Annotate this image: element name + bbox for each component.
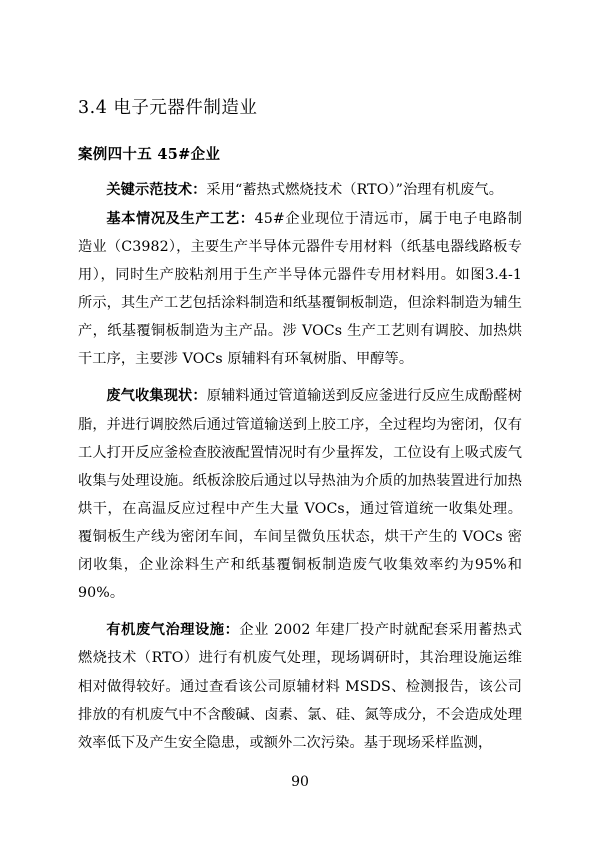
paragraph-text: 企业 2002 年建厂投产时就配套采用蓄热式燃烧技术（RTO）进行有机废气处理，现场调研时，其治理设施运维相对做得较好。通过查看该公司原辅材料 MSDS、检测报告，该公司排放的有机废气中不含酸碱、卤素、氯、硅、氮等成分，不会造成处理效率低下及产生安全隐患，或额外二次污染。基于现场采样监测， bbox=[78, 622, 522, 751]
section-heading: 3.4 电子元器件制造业 bbox=[78, 98, 258, 118]
case-heading: 案例四十五 45#企业 bbox=[78, 145, 221, 163]
paragraph-text: 原辅料通过管道输送到反应釜进行反应生成酚醛树脂，并进行调胶然后通过管道输送到上胶工序，全过程均为密闭，仅有工人打开反应釜检查胶液配置情况时有少量挥发，工位设有上吸式废气收集与处理设施。纸板涂胶后通过以导热油为介质的加热装置进行加热烘干，在高温反应过程中产生大量 VOCs，通过管道统一收集处理。覆铜板生产线为密闭车间，车间呈微负压状态，烘干产生的 VOCs 密闭收集，企业涂料生产和纸基覆铜板制造废气收集效率约为95%和90%。 bbox=[78, 388, 523, 602]
paragraph-lead: 基本情况及生产工艺： bbox=[106, 210, 255, 227]
paragraph-basic-info bbox=[78, 205, 522, 374]
paragraph-text: 45#企业现位于清远市，属于电子电路制造业（C3982），主要生产半导体元器件专用材料（纸基电器线路板专用），同时生产胶粘剂用于生产半导体元器件专用材料用。如图3.4-1所示，其生产工艺包括涂料制造和纸基覆铜板制造，但涂料制造为辅生产，纸基覆铜板制造为主产品。涉 VOCs 生产工艺则有调胶、加热烘干工序，主要涉 VOCs 原辅料有环氧树脂、甲醇等。 bbox=[78, 210, 522, 368]
paragraph-text: 采用“蓄热式燃烧技术（RTO）”治理有机废气。 bbox=[206, 181, 504, 198]
paragraph-lead: 有机废气治理设施： bbox=[106, 622, 240, 639]
paragraph-lead: 废气收集现状： bbox=[106, 388, 207, 405]
page-number: 90 bbox=[291, 774, 309, 790]
paragraph-key-technology bbox=[78, 176, 522, 204]
paragraph-lead: 关键示范技术： bbox=[106, 181, 207, 198]
paragraph-treatment-facility bbox=[78, 616, 522, 757]
paragraph-gas-collection bbox=[78, 382, 522, 607]
